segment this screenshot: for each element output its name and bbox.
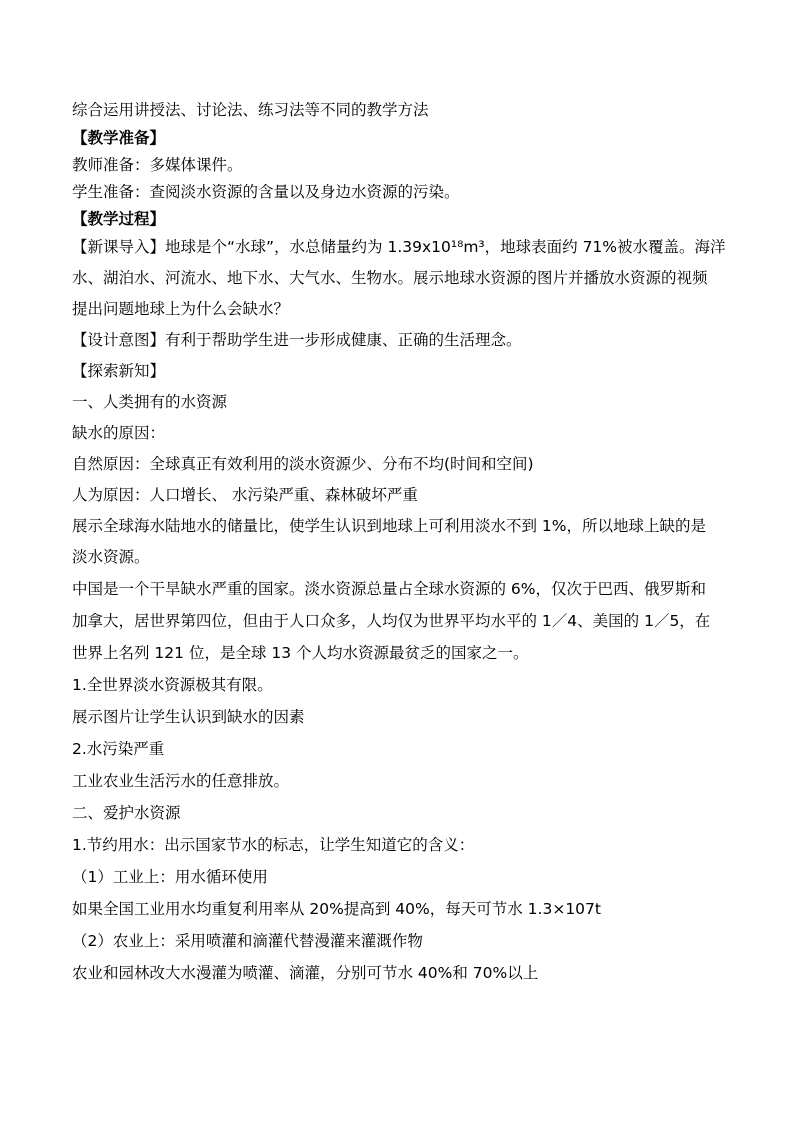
text-line-teaching-methods: 综合运用讲授法、讨论法、练习法等不同的教学方法 bbox=[72, 101, 429, 119]
text-line-human-causes: 人为原因：人口增长、 水污染严重、森林破坏严重 bbox=[72, 486, 418, 504]
section-heading-water-resources: 一、人类拥有的水资源 bbox=[72, 393, 228, 411]
text-line-intro-3: 提出问题地球上为什么会缺水？ bbox=[72, 300, 290, 318]
text-line-intro-2: 水、湖泊水、河流水、地下水、大气水、生物水。展示地球水资源的图片并播放水资源的视频 bbox=[72, 269, 708, 287]
text-line-global-ratio-2: 淡水资源。 bbox=[72, 548, 150, 566]
text-line-causes: 缺水的原因： bbox=[72, 424, 166, 442]
text-line-china-1: 中国是一个干旱缺水严重的国家。淡水资源总量占全球水资源的 6%，仅次于巴西、俄罗斯和 bbox=[72, 580, 707, 598]
text-line-china-3: 世界上名列 121 位，是全球 13 个人均水资源最贫乏的国家之一。 bbox=[72, 644, 529, 662]
text-line-intro-1: 【新课导入】地球是个“水球”，水总储量约为 1.39x10¹⁸m³，地球表面约 71%被水覆盖。海洋 bbox=[72, 238, 726, 256]
heading-explore-new: 【探索新知】 bbox=[72, 362, 166, 380]
sub-item-agriculture: （2）农业上：采用喷灌和滴灌代替漫灌来灌溉作物 bbox=[72, 932, 423, 950]
heading-teaching-process: 【教学过程】 bbox=[72, 210, 166, 228]
text-line-industry-detail: 如果全国工业用水均重复利用率从 20%提高到 40%，每天可节水 1.3×107t bbox=[72, 900, 601, 918]
heading-teaching-preparation: 【教学准备】 bbox=[72, 129, 166, 147]
section-heading-protect-water: 二、爱护水资源 bbox=[72, 804, 181, 822]
document-page bbox=[72, 100, 724, 983]
text-line-agriculture-detail: 农业和园林改大水漫灌为喷灌、滴灌，分别可节水 40%和 70%以上 bbox=[72, 964, 539, 982]
text-line-global-ratio-1: 展示全球海水陆地水的储量比，使学生认识到地球上可利用淡水不到 1%，所以地球上缺的是 bbox=[72, 517, 707, 535]
text-line-student-prep: 学生准备：查阅淡水资源的含量以及身边水资源的污染。 bbox=[72, 183, 460, 201]
text-line-china-2: 加拿大，居世界第四位，但由于人口众多，人均仅为世界平均水平的 1／4、美国的 1／5，在 bbox=[72, 612, 711, 630]
text-line-show-pictures: 展示图片让学生认识到缺水的因素 bbox=[72, 708, 305, 726]
sub-item-industry: （1）工业上：用水循环使用 bbox=[72, 868, 268, 886]
list-item-pollution: 2.水污染严重 bbox=[72, 740, 165, 758]
text-line-sewage: 工业农业生活污水的任意排放。 bbox=[72, 772, 290, 790]
text-line-natural-causes: 自然原因：全球真正有效利用的淡水资源少、分布不均(时间和空间) bbox=[72, 455, 534, 473]
text-line-design-intent: 【设计意图】有利于帮助学生进一步形成健康、正确的生活理念。 bbox=[72, 331, 522, 349]
list-item-save-water: 1.节约用水：出示国家节水的标志，让学生知道它的含义： bbox=[72, 836, 475, 854]
list-item-limited-freshwater: 1.全世界淡水资源极其有限。 bbox=[72, 676, 273, 694]
text-line-teacher-prep: 教师准备：多媒体课件。 bbox=[72, 156, 243, 174]
